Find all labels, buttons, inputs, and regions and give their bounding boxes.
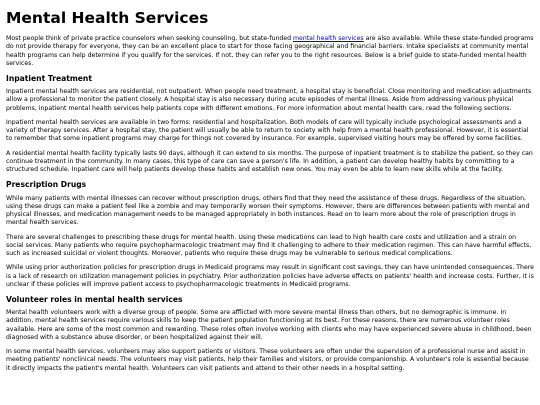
mental-health-services-link[interactable]: mental health services <box>293 35 364 43</box>
paragraph: Inpatient mental health services are residential, not outpatient. When people need treatment, a hospital stay is beneficial. Close monitoring and medication adjustments allow a professional to monitor the patient closely. A hospital stay is also necessary during acute episodes of mental illness. Aside from addressing various physical problems, inpatient mental health services help patients cope with different emotions. For more information about mental health care, read the following sections. <box>6 88 532 112</box>
paragraph: There are several challenges to prescribing these drugs for mental health. Using these medications can lead to high health care costs and utilization and a strain on social services. Many patients who require psychopharmacologic treatment may find it challenging to adhere to their medication regimen. This can have harmful effects, such as increased suicidal or violent thoughts. Moreover, patients who require these drugs may be vulnerable to serious medical complications. <box>6 233 532 258</box>
paragraph: A residential mental health facility typically lasts 90 days, although it can extend to six months. The purpose of inpatient treatment is to stabilize the patient, so they can continue treatment in the community. In many cases, this type of care can save a person's life. In addition, a patient can develop healthy habits by committing to a structured schedule. Inpatient care will help patients develop these habits and establish new ones. You may even be able to learn new skills while at the facility. <box>6 149 533 174</box>
intro-text-before-link: Most people think of private practice counselors when seeking counseling, but state-funded <box>6 35 293 43</box>
section-heading-inpatient: Inpatient Treatment <box>6 74 92 84</box>
page-title: Mental Health Services <box>6 9 209 27</box>
paragraph: While using prior authorization policies for prescription drugs in Medicaid programs may result in significant cost savings, they can have unintended consequences. There is a lack of research on utilization management policies in psychiatry. Prior authorization policies have adverse effects on patients' health and increase costs. Further, it is unclear if these policies will improve patient access to psychopharmacologic treatments in Medicaid programs. <box>6 264 534 288</box>
intro-paragraph <box>6 35 534 68</box>
paragraph: Mental health volunteers work with a diverse group of people. Some are afflicted with more severe mental illness than others, but no demographic is immune. In addition, mental health services require various skills to keep the patient population functioning at its best. For these reasons, there are numerous volunteer roles available. Here are some of the most common and rewarding. These roles often involve working with clients who may have experienced severe abuse in childhood, been diagnosed with a substance abuse disorder, or been hospitalized against their will. <box>6 309 532 341</box>
section-heading-prescription: Prescription Drugs <box>6 180 87 190</box>
paragraph: While many patients with mental illnesses can recover without prescription drugs, others find that they need the assistance of these drugs. Regardless of the situation, using these drugs can make a patient feel like a zombie and may temporarily worsen their symptoms. However, there are differences between patients with mental and physical illnesses, and medication management needs to be managed appropriately in both instances. Read on to learn more about the role of prescription drugs in mental health services. <box>6 194 530 227</box>
paragraph: In some mental health services, volunteers may also support patients or visitors. These volunteers are often under the supervision of a professional nurse and assist in meeting patients' nonclinical needs. The volunteers may visit patients, help their families and visitors, or provide companionship. A volunteer's role is essential because it directly impacts the patient's mental health. Volunteers can visit patients and attend to their other needs in a hospital setting. <box>6 348 529 372</box>
section-heading-volunteer: Volunteer roles in mental health services <box>6 295 183 305</box>
article <box>0 10 540 373</box>
paragraph: Inpatient mental health services are available in two forms: residential and hospitalization. Both models of care will typically include psychological assessments and a variety of therapy services. After a hospital stay, the patient will usually be able to return to society with help from a mental health professional. However, it is essential to remember that some inpatient programs may charge for things not covered by insurance. For example, supervised visiting hours may be offered by some facilities. <box>6 118 529 143</box>
intro-text-after-link: are also available. While these state-funded programs do not provide therapy for everyone, they can be an excellent place to start for those facing geographical and financial barriers. Intake specialists at community mental health programs can help determine if you qualify for the services. If not, they can refer you to the right resources. Below is a brief guide to state-funded mental health services. <box>6 35 534 67</box>
